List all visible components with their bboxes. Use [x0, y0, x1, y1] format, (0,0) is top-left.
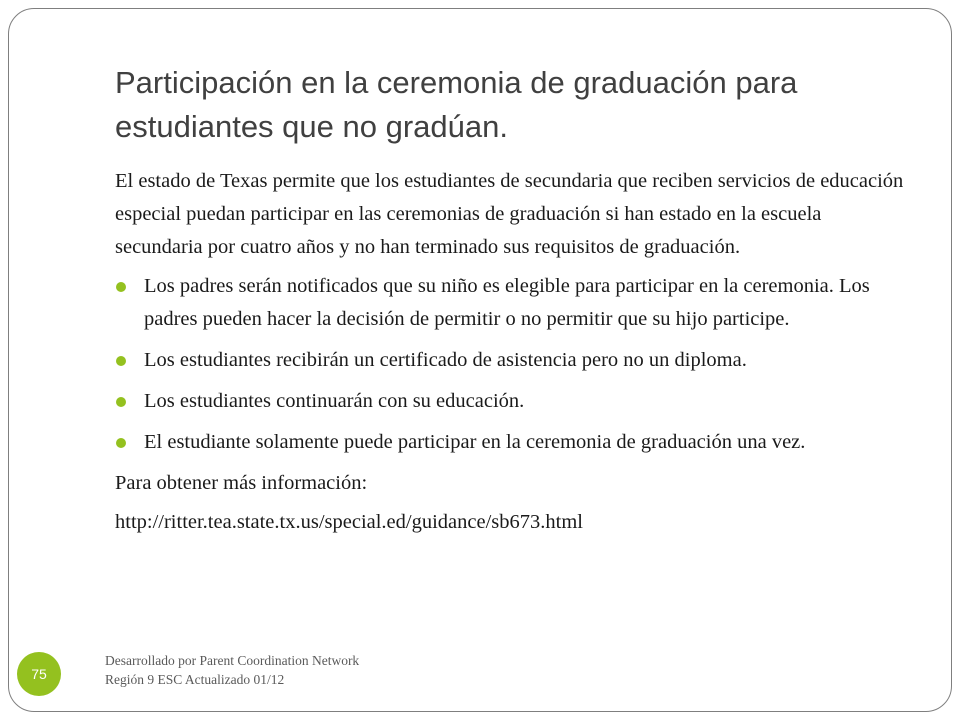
- list-item: [115, 344, 905, 377]
- bullet-text: Los estudiantes recibirán un certificado de asistencia pero no un diploma.: [144, 349, 747, 371]
- info-link[interactable]: http://ritter.tea.state.tx.us/special.ed/guidance/sb673.html: [115, 511, 583, 533]
- footer-line-2: Región 9 ESC Actualizado 01/12: [105, 672, 285, 687]
- bullet-dot-icon: [116, 282, 126, 292]
- slide-number: 75: [31, 666, 47, 682]
- slide-number-badge: [17, 652, 61, 696]
- list-item: [115, 426, 905, 459]
- more-info-label: Para obtener más información:: [115, 472, 368, 494]
- bullet-dot-icon: [116, 397, 126, 407]
- list-item: [115, 385, 905, 418]
- bullet-text: El estudiante solamente puede participar en la ceremonia de graduación una vez.: [144, 431, 806, 453]
- bullet-text: Los estudiantes continuarán con su educación.: [144, 390, 525, 412]
- list-item: [115, 270, 905, 336]
- slide-body: [115, 165, 905, 539]
- bullet-dot-icon: [116, 356, 126, 366]
- bullet-dot-icon: [116, 438, 126, 448]
- slide-title: Participación en la ceremonia de graduación para estudiantes que no gradúan.: [115, 65, 798, 144]
- slide-frame: [8, 8, 952, 712]
- intro-paragraph: El estado de Texas permite que los estudiantes de secundaria que reciben servicios de educación especial puedan participar en las ceremonias de graduación si han estado en la escuela secundaria por cuatro años y no han terminado sus requisitos de graduación.: [115, 170, 904, 258]
- bullet-list: [115, 270, 905, 459]
- footer: [105, 651, 359, 689]
- bullet-text: Los padres serán notificados que su niño es elegible para participar en la ceremonia. Los padres pueden hacer la decisión de permitir o no permitir que su hijo participe.: [144, 275, 870, 330]
- footer-line-1: Desarrollado por Parent Coordination Network: [105, 653, 360, 668]
